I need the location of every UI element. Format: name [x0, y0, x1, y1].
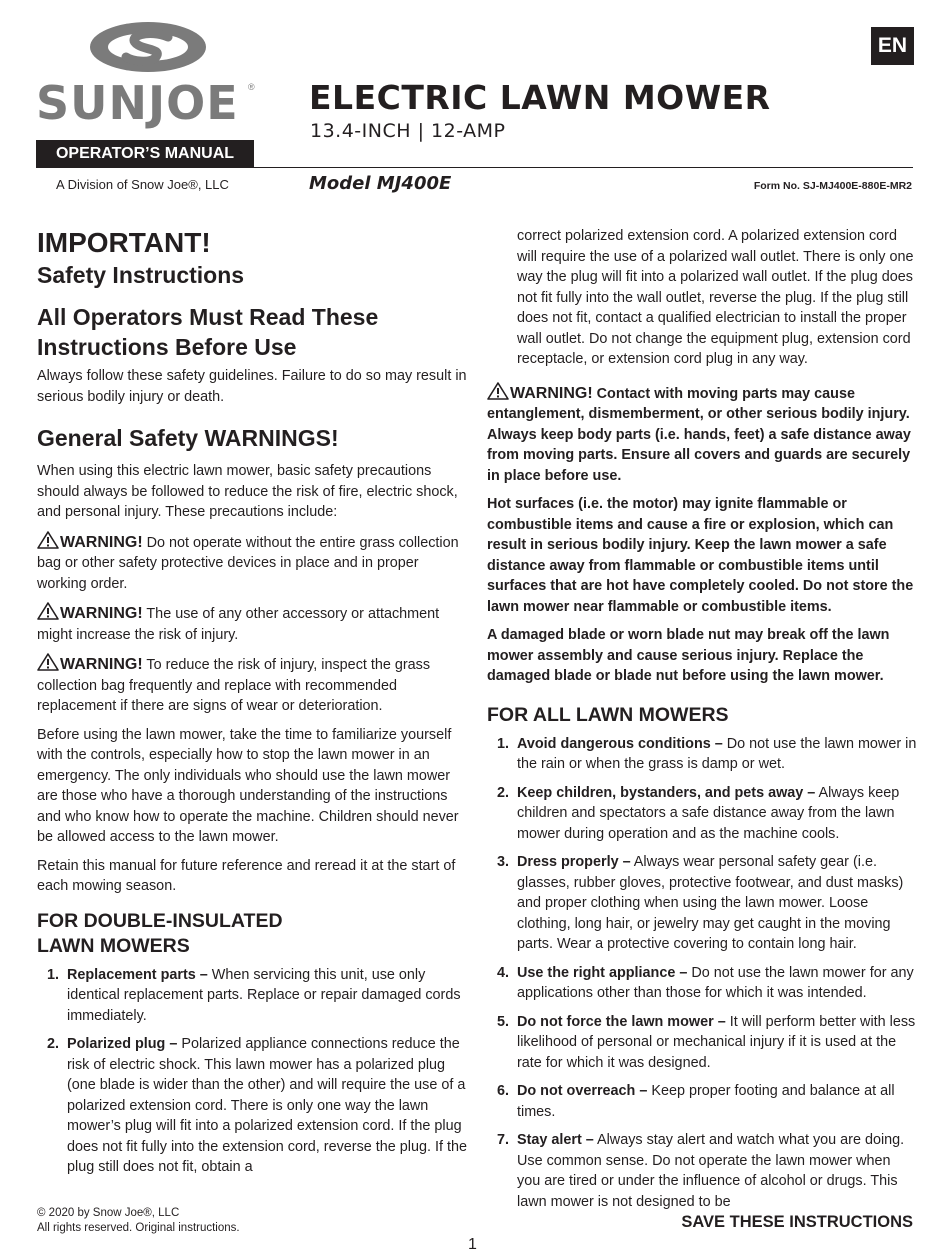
polarized-continued-paragraph: correct polarized extension cord. A polarized extension cord will require the use of a polarized wall outlet. There is only one way the plug will fit into a polarized wall outlet. If the plug does not fit fully into the wall outlet, reverse the plug. If the plug still does not fit, contact a qualified electrician to install the proper wall outlet. Do not change the equipment plug, extension cord receptacle, or extension cord plug in any way.: [517, 228, 914, 367]
header-divider: [36, 167, 913, 168]
warning-triangle-icon: [37, 602, 59, 620]
list-item: [487, 783, 917, 845]
intro-paragraph: Always follow these safety guidelines. Failure to do so may result in serious bodily injury or death.: [37, 368, 467, 405]
list-item-term: Keep children, bystanders, and pets away –: [517, 784, 816, 801]
double-insulated-heading-line2: LAWN MOWERS: [37, 934, 190, 957]
warning-accessory: [37, 602, 467, 645]
operators-manual-label: OPERATOR’S MANUAL: [36, 140, 254, 167]
warning-triangle-icon: [37, 653, 59, 671]
retain-manual-paragraph: Retain this manual for future reference and reread it at the start of each mowing season.: [37, 857, 456, 894]
warning-text: Do not operate without the entire grass collection bag or other safety protective devices in place and in proper working order.: [37, 534, 459, 592]
list-item-text: Do not use the lawn mower in the rain or when the grass is damp or wet.: [517, 735, 917, 772]
warning-triangle-icon: [37, 531, 59, 549]
list-item-term: Polarized plug –: [67, 1036, 178, 1052]
list-item-number: 1.: [497, 735, 510, 752]
list-item-number: 3.: [497, 854, 510, 870]
all-lawn-mowers-list: [487, 734, 917, 1213]
list-item-text: Always keep children and spectators a safe distance away from the lawn mower during operation and as the machine cools.: [517, 784, 900, 842]
copyright-line1: © 2020 by Snow Joe®, LLC: [37, 1207, 180, 1219]
list-item-number: 1.: [47, 966, 60, 983]
list-item-term: Do not force the lawn mower –: [517, 1013, 726, 1030]
all-operators-heading: All Operators Must Read These Instructions Before Use: [37, 304, 379, 360]
list-item-number: 2.: [497, 784, 510, 801]
copyright-line2: All rights reserved. Original instructions.: [37, 1222, 240, 1234]
warning-label: WARNING!: [60, 605, 143, 622]
left-column: [37, 226, 467, 1186]
general-paragraph: When using this electric lawn mower, basic safety precautions should always be followed to reduce the risk of fire, electric shock, and personal injury. These precautions include:: [37, 463, 458, 520]
page-number: 1: [468, 1236, 477, 1253]
list-item-term: Dress properly –: [517, 854, 631, 870]
list-item-number: 2.: [47, 1036, 60, 1052]
list-item: [37, 965, 467, 1027]
save-instructions-text: SAVE THESE INSTRUCTIONS: [681, 1213, 913, 1231]
list-item-term: Replacement parts –: [67, 966, 208, 983]
model-number: Model MJ400E: [309, 173, 452, 194]
list-item-term: Avoid dangerous conditions –: [517, 735, 723, 752]
safety-instructions-heading: Safety Instructions: [37, 262, 245, 288]
language-badge: EN: [871, 27, 914, 65]
page-subtitle: 13.4-INCH | 12-AMP: [310, 120, 506, 142]
page-title: ELECTRIC LAWN MOWER: [309, 78, 771, 117]
warning-label: WARNING!: [60, 533, 143, 551]
warning-text: The use of any other accessory or attachment might increase the risk of injury.: [37, 606, 440, 643]
important-heading: IMPORTANT!: [37, 227, 211, 258]
list-item-number: 5.: [497, 1013, 510, 1030]
warning-label: WARNING!: [60, 656, 143, 673]
list-item: [487, 1012, 917, 1074]
list-item: [487, 734, 917, 775]
form-number: Form No. SJ-MJ400E-880E-MR2: [753, 180, 912, 192]
general-warnings-heading: General Safety WARNINGS!: [37, 425, 339, 451]
list-item-number: 7.: [497, 1132, 510, 1148]
list-item-number: 4.: [497, 964, 510, 981]
list-item-number: 6.: [497, 1083, 510, 1099]
warning-bag: [37, 531, 467, 595]
list-item-text: It will perform better with less likelihood of personal or mechanical injury if it is used at the rate for which it was designed.: [517, 1013, 916, 1071]
double-insulated-list: [37, 965, 467, 1178]
list-item-term: Do not overreach –: [517, 1083, 648, 1099]
list-item: [487, 852, 917, 955]
damaged-blade-paragraph: A damaged blade or worn blade nut may break off the lawn mower assembly and cause serious injury. Replace the damaged blade or blade nut before using the lawn mower.: [487, 627, 890, 684]
division-text: A Division of Snow Joe®, LLC: [56, 177, 229, 192]
all-lawn-mowers-heading: FOR ALL LAWN MOWERS: [487, 703, 729, 726]
copyright: [37, 1206, 240, 1236]
warning-text: Contact with moving parts may cause entanglement, dismemberment, or other serious bodily injury. Always keep body parts (i.e. hands, feet) a safe distance away from moving parts. Ensure all covers and guards are securely in place before use.: [487, 385, 911, 484]
list-item-text: Do not use the lawn mower for any applications other than those for which it was intended.: [517, 964, 914, 1001]
list-item-term: Use the right appliance –: [517, 964, 688, 981]
brand-registered-mark: ®: [248, 82, 255, 92]
hot-surfaces-paragraph: Hot surfaces (i.e. the motor) may ignite flammable or combustible items and cause a fire or explosion, which can result in serious bodily injury. Keep the lawn mower a safe distance away from flammable or combustible items until surfaces that are hot have completely cooled. Do not store the lawn mower near flammable or combustible items.: [487, 496, 914, 615]
warning-inspect: [37, 653, 467, 717]
logo-emblem-icon: [86, 18, 210, 76]
double-insulated-heading-line1: FOR DOUBLE-INSULATED: [37, 909, 283, 932]
list-item: [487, 1081, 917, 1122]
list-item-text: When servicing this unit, use only identical replacement parts. Replace or repair damaged cords immediately.: [67, 966, 461, 1024]
warning-moving-parts: [487, 382, 917, 487]
before-using-paragraph: Before using the lawn mower, take the time to familiarize yourself with the controls, especially how to stop the lawn mower in an emergency. The only individuals who should use the lawn mower are those who have a thorough understanding of the instructions and who know how to operate the machine. Children should never be allowed access to the lawn mower.: [37, 726, 459, 845]
list-item-text: Keep proper footing and balance at all times.: [517, 1083, 895, 1120]
warning-triangle-icon: [487, 382, 509, 400]
right-column: [487, 226, 917, 1220]
list-item-term: Stay alert –: [517, 1132, 594, 1148]
warning-text: To reduce the risk of injury, inspect the grass collection bag frequently and replace with recommended replacement if there are signs of wear or deterioration.: [37, 657, 431, 714]
brand-name: SUNJOE: [36, 76, 239, 130]
double-insulated-heading: [37, 909, 467, 959]
list-item: [487, 1130, 917, 1212]
warning-label: WARNING!: [510, 384, 593, 402]
list-item-text: Always stay alert and watch what you are doing. Use common sense. Do not operate the lawn mower when you are tired or under the influence of alcohol or drugs. This lawn mower is not designed to be: [517, 1132, 905, 1210]
list-item-text: Always wear personal safety gear (i.e. glasses, rubber gloves, protective footwear, and dust masks) and proper clothing when using the lawn mower. Loose clothing, long hair, or jewelry may get caught in the moving parts. Wear a protective covering to contain long hair.: [517, 854, 904, 952]
list-item-text: Polarized appliance connections reduce the risk of electric shock. This lawn mower has a polarized plug (one blade is wider than the other) and will require the use of a polarized extension cord. There is only one way the lawn mower’s plug will fit into a polarized extension cord. If the plug does not fit fully into the extension cord, reverse the plug. If the plug still does not fit, obtain a: [67, 1036, 467, 1175]
list-item: [487, 963, 917, 1004]
list-item: [37, 1034, 467, 1178]
